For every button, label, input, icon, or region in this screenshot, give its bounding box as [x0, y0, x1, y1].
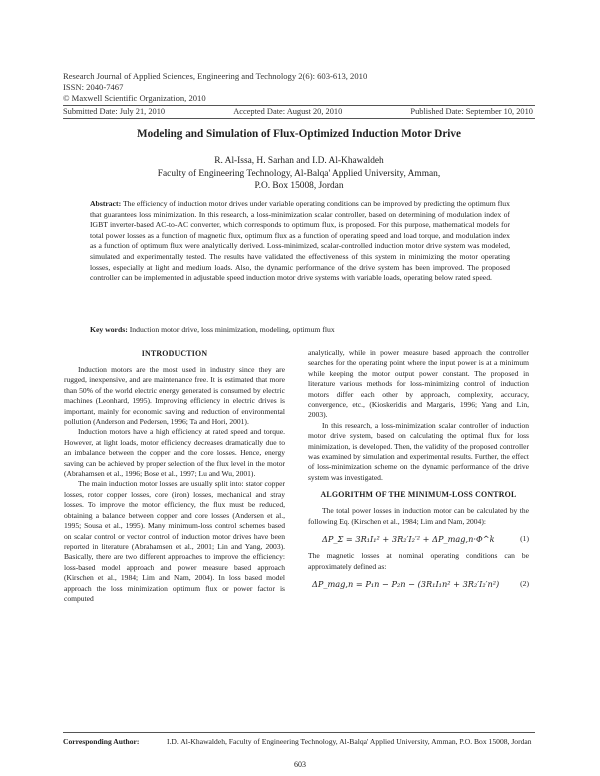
copyright: © Maxwell Scientific Organization, 2010 — [63, 93, 206, 103]
keywords — [90, 325, 510, 336]
accepted-date: Accepted Date: August 20, 2010 — [233, 107, 343, 116]
keywords-label: Key words: — [90, 325, 128, 334]
intro-paragraph-4: analytically, while in power measure based approach the controller searches for the operating point where the input power is at a minimum while keeping the motor output power constant. The proposed in literature various methods for loss-minimizing control of induction motors differ each other by approach, complexity, accuracy, convergence, etc., (Kioskeridis and Margaris, 1996; Yang and Lin, 2003). — [308, 348, 529, 420]
intro-paragraph-3: The main induction motor losses are usually split into: stator copper losses, rotor copper losses, core (iron) losses, mechanical and stray losses. To improve the motor efficiency, the flux must be reduced, obtaining a balance between copper and core losses (Andersen et al., 1995; Sousa et al., 1995). Many minimum-loss control schemes based on scalar control or vector control of induction motor drives have been reported in literature (Abrahamsen et al., 2001; Lin and Yang, 2003). Basically, there are two different approaches to improve the efficiency: loss-based model approach and power measure based approach (Kirschen et al., 1984; Lim and Nam, 2004). In loss based model approach the loss minimization optimum flux or power factor is computed — [64, 479, 285, 603]
corresponding-author — [63, 737, 535, 747]
equation-1 — [308, 527, 529, 551]
paper-title: Modeling and Simulation of Flux-Optimized Induction Motor Drive — [137, 128, 461, 140]
page-number: 603 — [294, 760, 306, 769]
date-line — [63, 107, 533, 116]
published-date: Published Date: September 10, 2010 — [410, 107, 533, 116]
equation-2 — [308, 572, 529, 596]
abstract-text: The efficiency of induction motor drives under variable operating conditions can be improved by predicting the optimum flux that guarantees loss minimization. In this research, a loss-minimization scalar controller, based on determining of modulation index of IGBT inverter-based AC-to-AC converter, which corresponds to optimum flux, is proposed. For this purpose, mathematical models for total power losses as a function of magnetic flux, optimum flux as a function of operating speed and load torque, and modulation index as a function of optimum flux were analytically derived. Loss-minimized, scalar-controlled induction motor drive system was modeled, simulated and experimentally tested. The results have validated the effectiveness of this system in minimizing the motor operating losses, especially at light and medium loads. Also, the dynamic performance of the drive system has been improved. The proposed controller can be implemented in adjustable speed induction motor drive systems with variable loads, operating below rated speed. — [90, 199, 510, 283]
affiliation-line-1: Faculty of Engineering Technology, Al-Balqa' Applied University, Amman, — [157, 168, 441, 179]
header-rule-top — [63, 105, 535, 106]
introduction-heading: INTRODUCTION — [141, 349, 208, 358]
header-rule-bottom — [63, 118, 535, 119]
algorithm-paragraph-1: The total power losses in induction motor can be calculated by the following Eq. (Kirschen et al., 1984; Lim and Nam, 2004): — [308, 506, 529, 526]
algorithm-paragraph-2: The magnetic losses at nominal operating conditions can be approximately defined as: — [308, 551, 529, 571]
equation-2-number: (2) — [520, 578, 529, 588]
journal-citation: Research Journal of Applied Sciences, Engineering and Technology 2(6): 603-613, 2010 — [63, 71, 368, 81]
intro-paragraph-5: In this research, a loss-minimization scalar controller of induction motor drive system, based on calculating the optimal flux for loss minimization, is developed. Then, the validity of the proposed controller was examined by simulation and experimental results. Further, the effect of loss-minimization scheme on the dynamic performance of the drive system was investigated. — [308, 420, 529, 482]
equation-1-body: ΔP_Σ = 3R₁I₁² + 3R₂′I₂′² + ΔP_mag,n·Φ^k — [322, 533, 495, 544]
right-column — [308, 348, 529, 596]
affiliation-line-2: P.O. Box 15008, Jordan — [254, 181, 344, 191]
equation-2-body: ΔP_mag,n = P₁n − P₂n − (3R₁I₁n² + 3R₂′I₂′n²) — [312, 578, 500, 589]
submitted-date: Submitted Date: July 21, 2010 — [63, 107, 166, 116]
abstract-label: Abstract: — [90, 199, 122, 208]
issn: ISSN: 2040-7467 — [63, 82, 124, 92]
left-column — [64, 348, 285, 604]
intro-paragraph-1: Induction motors are the most used in industry since they are rugged, inexpensive, and are maintenance free. It is estimated that more than 50% of the world electric energy generated is consumed by electric machines (Leonhard, 1995). Improving efficiency in electric drives is important, mainly for economic saving and reduction of environmental pollution (Anderson and Pedersen, 1996; Ta and Hori, 2001). — [64, 365, 285, 427]
corresponding-author-text: I.D. Al-Khawaldeh, Faculty of Engineering Technology, Al-Balqa' Applied University, Amman, P.O. Box 15008, Jordan — [167, 737, 532, 746]
keywords-text: Induction motor drive, loss minimization, modeling, optimum flux — [127, 325, 335, 334]
algorithm-heading: ALGORITHM OF THE MINIMUM-LOSS CONTROL — [320, 490, 517, 500]
author-block — [63, 155, 535, 193]
author-names: R. Al-Issa, H. Sarhan and I.D. Al-Khawaldeh — [214, 156, 384, 166]
abstract — [90, 199, 510, 284]
intro-paragraph-2: Induction motors have a high efficiency at rated speed and torque. However, at light loads, motor efficiency decreases dramatically due to an imbalance between the copper and the core losses. Hence, energy saving can be achieved by proper selection of the flux level in the motor (Abrahamsen et al., 1996; Bose et al., 1997; Lu and Wu, 2001). — [64, 427, 285, 479]
corresponding-author-label: Corresponding Author: — [63, 737, 140, 746]
equation-1-number: (1) — [520, 533, 529, 543]
footer-rule — [63, 732, 535, 733]
